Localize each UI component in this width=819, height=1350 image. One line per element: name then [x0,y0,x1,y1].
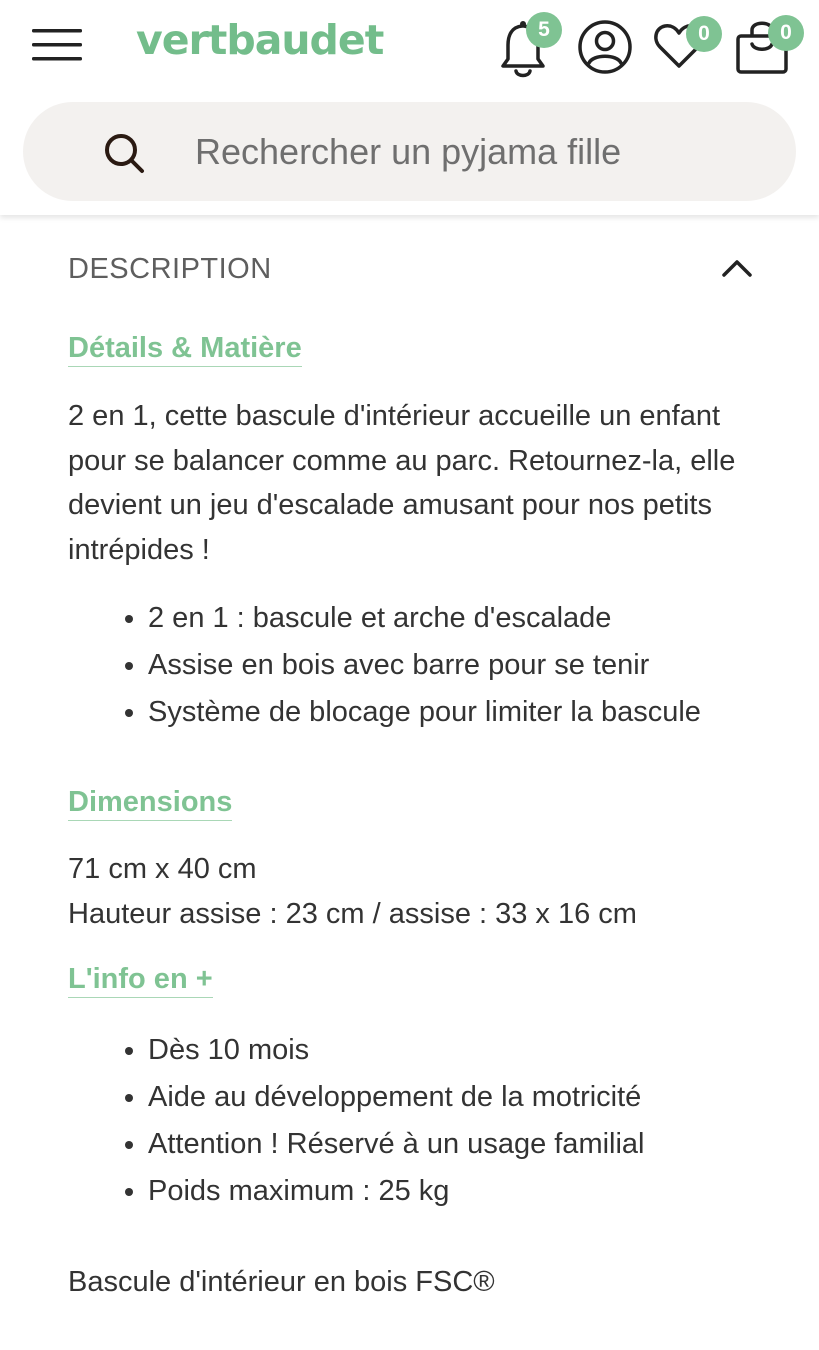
dimensions-section-title[interactable]: Dimensions [68,784,232,821]
menu-icon[interactable] [28,24,86,66]
list-item: • Poids maximum : 25 kg [148,1168,645,1215]
cart-badge: 0 [768,15,804,51]
search-bar[interactable] [23,102,796,201]
material-note: Bascule d'intérieur en bois FSC® [68,1266,495,1298]
notifications-badge: 5 [526,12,562,48]
wishlist-button[interactable] [652,20,726,74]
search-icon[interactable] [101,130,147,181]
notifications-button[interactable] [498,18,568,80]
list-item: • Attention ! Réservé à un usage familial [148,1121,645,1168]
description-accordion-header[interactable] [0,215,819,325]
user-icon [576,19,634,77]
list-item: • 2 en 1 : bascule et arche d'escalade [148,595,701,642]
account-button[interactable] [576,19,634,77]
dimensions-line: Hauteur assise : 23 cm / assise : 33 x 16 cm [68,897,637,930]
site-header [0,0,819,215]
list-item: • Dès 10 mois [148,1027,645,1074]
list-item: • Assise en bois avec barre pour se tenir [148,642,701,689]
search-input[interactable] [193,122,757,182]
dimensions-text [68,847,768,936]
details-section-title[interactable]: Détails & Matière [68,330,302,367]
chevron-up-icon[interactable] [720,257,754,284]
cart-button[interactable] [734,18,806,76]
brand-logo[interactable]: vertbaudet [136,16,384,64]
details-bullet-list [110,595,701,736]
wishlist-badge: 0 [686,16,722,52]
list-item: • Système de blocage pour limiter la bascule [148,689,701,736]
info-bullet-list [110,1027,645,1215]
details-paragraph: 2 en 1, cette bascule d'intérieur accueille un enfant pour se balancer comme au parc. Retournez-la, elle devient un jeu d'escalade amusant pour nos petits intrépides ! [68,400,736,566]
dimensions-line: 71 cm x 40 cm [68,853,257,885]
description-title: DESCRIPTION [68,253,272,285]
list-item: • Aide au développement de la motricité [148,1074,645,1121]
info-section-title[interactable]: L'info en + [68,961,213,998]
top-bar [0,0,819,96]
